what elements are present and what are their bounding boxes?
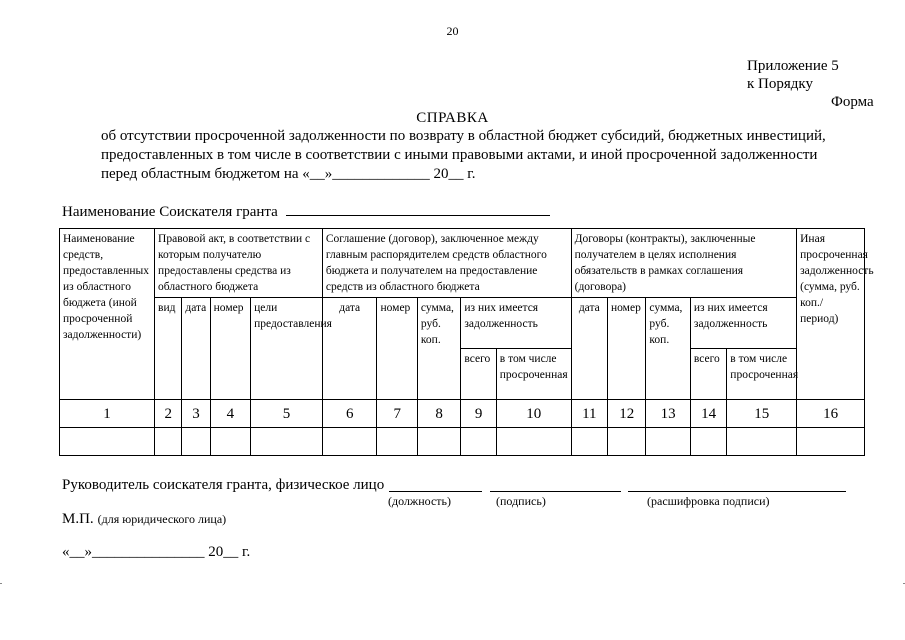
header-agreement-sum: сумма, руб. коп.	[417, 298, 460, 400]
column-number: 10	[496, 400, 571, 428]
header-contract-debt: из них имеется задолженность	[690, 298, 796, 349]
header-funds-name: Наименование средств, предоставленных из областного бюджета (иной просроченной задолженности)	[60, 229, 155, 400]
subtitle-line-1: об отсутствии просроченной задолженности по возврату в областной бюджет субсидий, бюджетных инвестиций,	[101, 128, 826, 144]
table-cell-empty[interactable]	[251, 428, 323, 456]
header-contracts: Договоры (контракты), заключенные получателем в целях исполнения обязательств в рамках соглашения (договора)	[571, 229, 797, 298]
header-agreement-overdue: в том числе просроченная	[496, 349, 571, 400]
header-agreement-date: дата	[322, 298, 377, 400]
decoding-caption: (расшифровка подписи)	[647, 494, 770, 508]
column-number: 13	[646, 400, 690, 428]
header-act-date: дата	[182, 298, 210, 400]
header-agreement-debt: из них имеется задолженность	[461, 298, 571, 349]
column-number: 4	[210, 400, 250, 428]
header-contract-overdue: в том числе просроченная	[727, 349, 797, 400]
debt-table	[59, 228, 874, 456]
column-number: 9	[461, 400, 496, 428]
seal-label: М.П.	[62, 511, 94, 527]
applicant-name-line[interactable]	[286, 201, 550, 216]
signature-date: «__»_______________ 20__ г.	[62, 544, 251, 560]
table-cell-empty[interactable]	[496, 428, 571, 456]
page-edge-mark	[0, 583, 2, 584]
header-legal-act: Правовой акт, в соответствии с которым получателю предоставлены средства из областного бюджета	[155, 229, 323, 298]
table-cell-empty[interactable]	[182, 428, 210, 456]
position-caption: (должность)	[388, 494, 451, 508]
column-number: 8	[417, 400, 460, 428]
header-act-purpose: цели предоставления	[251, 298, 323, 400]
page-number: 20	[446, 24, 459, 38]
column-number: 3	[182, 400, 210, 428]
header-contract-sum: сумма, руб. коп.	[646, 298, 690, 400]
column-number: 5	[251, 400, 323, 428]
table-cell-empty[interactable]	[210, 428, 250, 456]
column-number: 11	[571, 400, 607, 428]
document-title: СПРАВКА	[416, 110, 489, 126]
form-label: Форма	[831, 94, 874, 110]
header-act-number: номер	[210, 298, 250, 400]
table-cell-empty[interactable]	[690, 428, 726, 456]
table-cell-empty[interactable]	[571, 428, 607, 456]
table-cell-empty[interactable]	[417, 428, 460, 456]
column-number: 16	[797, 400, 865, 428]
appendix-line-2: к Порядку	[747, 76, 813, 92]
table-cell-empty[interactable]	[797, 428, 865, 456]
appendix-line-1: Приложение 5	[747, 58, 839, 74]
column-number: 6	[322, 400, 377, 428]
seal-note: (для юридического лица)	[97, 512, 227, 526]
decoding-line[interactable]	[628, 477, 846, 492]
subtitle-line-2: предоставленных в том числе в соответствии с иными правовыми актами, и иной просроченной задолженности	[101, 147, 818, 163]
head-signature-row	[62, 477, 384, 494]
seal-row	[62, 510, 226, 528]
header-contract-number: номер	[608, 298, 646, 400]
table-cell-empty[interactable]	[608, 428, 646, 456]
applicant-field	[62, 201, 550, 221]
column-number: 7	[377, 400, 417, 428]
header-other-debt: Иная просроченная задолженность (сумма, руб. коп./период)	[797, 229, 865, 400]
header-agreement: Соглашение (договор), заключенное между главным распорядителем средств областного бюджета и получателем на предоставление средств из областного бюджета	[322, 229, 571, 298]
header-agreement-total: всего	[461, 349, 496, 400]
table-cell-empty[interactable]	[727, 428, 797, 456]
head-label: Руководитель соискателя гранта, физическое лицо	[62, 477, 385, 493]
subtitle-line-3: перед областным бюджетом на «__»_____________ 20__ г.	[101, 166, 476, 182]
table-cell-empty[interactable]	[646, 428, 690, 456]
column-number: 12	[608, 400, 646, 428]
table-cell-empty[interactable]	[377, 428, 417, 456]
header-act-type: вид	[155, 298, 182, 400]
header-contract-total: всего	[690, 349, 726, 400]
signature-line[interactable]	[490, 477, 621, 492]
header-contract-date: дата	[571, 298, 607, 400]
table-cell-empty[interactable]	[322, 428, 377, 456]
table-cell-empty[interactable]	[461, 428, 496, 456]
signature-caption: (подпись)	[496, 494, 546, 508]
table-cell-empty[interactable]	[155, 428, 182, 456]
column-number: 1	[60, 400, 155, 428]
table-cell-empty[interactable]	[60, 428, 155, 456]
column-number: 14	[690, 400, 726, 428]
column-number: 15	[727, 400, 797, 428]
header-agreement-number: номер	[377, 298, 417, 400]
position-line[interactable]	[389, 477, 482, 492]
applicant-label: Наименование Соискателя гранта	[62, 204, 278, 220]
column-number: 2	[155, 400, 182, 428]
